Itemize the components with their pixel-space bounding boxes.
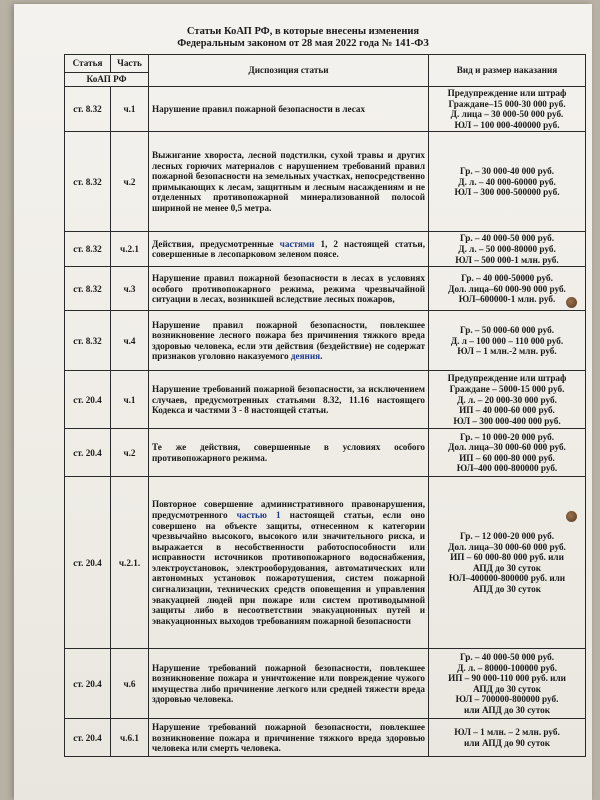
penalty-line: ЮЛ – 700000-800000 руб. bbox=[455, 694, 559, 705]
penalty-line: Гр. – 30 000-40 000 руб. bbox=[459, 165, 555, 176]
cell-penalty bbox=[429, 719, 586, 757]
header-part: Часть bbox=[111, 55, 149, 73]
penalty-line: Дол. лица–60 000-90 000 руб. bbox=[448, 283, 566, 294]
cell-part: ч.1 bbox=[111, 371, 149, 429]
header-article: Статья bbox=[65, 55, 111, 73]
cell-article: ст. 20.4 bbox=[65, 429, 111, 477]
table-row bbox=[65, 87, 586, 132]
penalty-line: ИП – 60 000-80 000 руб. bbox=[459, 452, 555, 463]
disposition-text: деяния bbox=[290, 351, 321, 362]
penalty-line: ЮЛ–600000-1 млн. руб. bbox=[458, 294, 556, 305]
penalty-line: Предупреждение или штраф bbox=[447, 88, 567, 98]
cell-part: ч.2 bbox=[111, 132, 149, 232]
penalty-line: ИП – 90 000-110 000 руб. или bbox=[448, 673, 566, 684]
disposition-text: Нарушение правил пожарной безопасности, повлекшее возникновение лесного пожара без причинения тяжкого вреда здоровью человека, если эти действия (бездействие) не содержат признаков уголовно наказуемого bbox=[152, 319, 425, 362]
penalty-line: ЮЛ–400000-800000 руб. или bbox=[448, 573, 566, 584]
disposition-text: . bbox=[320, 351, 323, 362]
table-row bbox=[65, 477, 586, 649]
cell-disposition bbox=[149, 232, 429, 267]
penalty-line: Д. л. – 80000-100000 руб. bbox=[457, 662, 557, 673]
disposition-text: Нарушение правил пожарной безопасности в лесах bbox=[152, 103, 366, 114]
punch-hole bbox=[566, 297, 577, 308]
cell-article: ст. 20.4 bbox=[65, 649, 111, 719]
table-row bbox=[65, 132, 586, 232]
table-row bbox=[65, 311, 586, 371]
cell-disposition bbox=[149, 429, 429, 477]
cell-penalty bbox=[429, 267, 586, 311]
header-disposition: Диспозиция статьи bbox=[149, 55, 429, 87]
penalty-line: АПД до 30 суток bbox=[472, 562, 542, 573]
cell-disposition bbox=[149, 311, 429, 371]
cell-part: ч.2.1. bbox=[111, 477, 149, 649]
penalty-line: Граждане – 5000-15 000 руб. bbox=[449, 383, 565, 394]
penalty-line: ЮЛ – 100 000-400000 руб. bbox=[454, 119, 560, 130]
punch-hole bbox=[566, 511, 577, 522]
cell-penalty bbox=[429, 87, 586, 132]
penalty-line: Граждане–15 000-30 000 руб. bbox=[448, 98, 566, 109]
cell-penalty bbox=[429, 649, 586, 719]
penalty-line: Д. лица – 30 000-50 000 руб. bbox=[450, 109, 564, 120]
disposition-text: настоящей статьи, если оно совершено на объекте защиты, отнесенном к категории чрезвычайно высокого, высокого или значительного риска, и выражается в несобственности работоспособности или исправности источников противопожарного водоснабжения, электроустановок, электрооборудования, автоматических или автономных установок пожаротушения, систем пожарной сигнализации, технических средств оповещения и управления эвакуацией людей при пожаре или систем противодымной защиты либо в несоответствии эвакуационных путей и эвакуационных выходов требованиям пожарной безопасности bbox=[152, 509, 425, 626]
table-row bbox=[65, 232, 586, 267]
cell-part: ч.4 bbox=[111, 311, 149, 371]
table-row bbox=[65, 649, 586, 719]
cell-disposition bbox=[149, 477, 429, 649]
cell-article: ст. 8.32 bbox=[65, 232, 111, 267]
cell-article: ст. 8.32 bbox=[65, 267, 111, 311]
disposition-text: Нарушение требований пожарной безопасности, за исключением случаев, предусмотренных статьями 8.32, 11.16 настоящего Кодекса и частями 3 - 8 настоящей статьи. bbox=[152, 383, 425, 416]
penalty-line: Д. л – 100 000 – 110 000 руб. bbox=[450, 335, 564, 346]
penalty-line: ЮЛ – 300 000-400 000 руб. bbox=[453, 415, 561, 426]
cell-penalty bbox=[429, 232, 586, 267]
disposition-text: Нарушение требований пожарной безопасности, повлекшее возникновение пожара и причинение тяжкого вреда здоровью человека или смерть человека. bbox=[152, 721, 425, 754]
disposition-text: Выжигание хвороста, лесной подстилки, сухой травы и других лесных горючих материалов с нарушением требований правил пожарной безопасности на земельных участках, непосредственно примыкающих к лесам, защитным и лесным насаждениям и не отделенных противопожарной минерализованной полосой шириной не менее 0,5 метра. bbox=[152, 150, 425, 214]
penalty-line: ЮЛ – 1 млн. – 2 млн. руб. bbox=[454, 727, 560, 738]
penalty-line: ЮЛ – 500 000-1 млн. руб. bbox=[455, 254, 559, 265]
disposition-text: Те же действия, совершенные в условиях особого противопожарного режима. bbox=[152, 442, 425, 463]
penalty-line: Гр. – 10 000-20 000 руб. bbox=[459, 431, 555, 442]
cell-penalty bbox=[429, 429, 586, 477]
cell-disposition bbox=[149, 719, 429, 757]
document-title bbox=[14, 26, 592, 50]
cell-article: ст. 8.32 bbox=[65, 87, 111, 132]
cell-article: ст. 8.32 bbox=[65, 132, 111, 232]
cell-part: ч.2 bbox=[111, 429, 149, 477]
table-row bbox=[65, 719, 586, 757]
penalty-line: ЮЛ – 1 млн.-2 млн. руб. bbox=[457, 346, 557, 357]
amendments-table bbox=[64, 54, 586, 757]
disposition-text: частями bbox=[279, 238, 315, 249]
penalty-line: АПД до 30 суток bbox=[472, 683, 542, 694]
disposition-text: Повторное совершение административного правонарушения, предусмотренного bbox=[152, 499, 425, 520]
penalty-line: Гр. – 40 000-50 000 руб. bbox=[459, 233, 555, 244]
penalty-line: Гр. – 40 000-50 000 руб. bbox=[459, 652, 555, 663]
cell-part: ч.2.1 bbox=[111, 232, 149, 267]
cell-part: ч.1 bbox=[111, 87, 149, 132]
cell-part: ч.6 bbox=[111, 649, 149, 719]
penalty-line: АПД до 30 суток bbox=[472, 584, 542, 595]
penalty-line: ИП – 40 000-60 000 руб. bbox=[459, 405, 555, 416]
title-line-2: Федеральным законом от 28 мая 2022 года № 141-ФЗ bbox=[177, 38, 429, 49]
cell-article: ст. 20.4 bbox=[65, 477, 111, 649]
cell-penalty bbox=[429, 371, 586, 429]
cell-part: ч.3 bbox=[111, 267, 149, 311]
cell-penalty bbox=[429, 477, 586, 649]
penalty-line: Гр. – 40 000-50000 руб. bbox=[461, 272, 553, 283]
penalty-line: Гр. – 50 000-60 000 руб. bbox=[459, 324, 555, 335]
table-row bbox=[65, 371, 586, 429]
penalty-line: или АПД до 30 суток bbox=[463, 705, 551, 716]
cell-article: ст. 20.4 bbox=[65, 371, 111, 429]
cell-disposition bbox=[149, 371, 429, 429]
title-line-1: Статьи КоАП РФ, в которые внесены изменения bbox=[186, 26, 420, 37]
cell-part: ч.6.1 bbox=[111, 719, 149, 757]
cell-article: ст. 20.4 bbox=[65, 719, 111, 757]
document-page bbox=[14, 4, 592, 800]
penalty-line: Д. л. – 40 000-60000 руб. bbox=[458, 176, 556, 187]
penalty-line: ИП – 60 000-80 000 руб. или bbox=[450, 552, 564, 563]
penalty-line: Предупреждение или штраф bbox=[447, 373, 567, 384]
disposition-text: Нарушение правил пожарной безопасности в лесах в условиях особого противопожарного режима, режима чрезвычайной ситуации в лесах, возникшей вследствие лесных пожаров, bbox=[152, 272, 425, 305]
penalty-line: ЮЛ–400 000-800000 руб. bbox=[456, 463, 558, 474]
disposition-text: 1, 2 настоящей статьи, совершенные в лесопарковом зеленом поясе. bbox=[152, 238, 425, 260]
penalty-line: Гр. – 12 000-20 000 руб. bbox=[459, 531, 555, 542]
table-body bbox=[65, 87, 586, 757]
disposition-text: Нарушение требований пожарной безопасности, повлекшее возникновение пожара и уничтожение или повреждение чужого имущества либо причинение легкого или средней тяжести вреда здоровью человека. bbox=[152, 662, 425, 705]
cell-disposition bbox=[149, 87, 429, 132]
penalty-line: Д. л. – 20 000-30 000 руб. bbox=[457, 394, 557, 405]
penalty-line: Дол. лица–30 000-60 000 руб. bbox=[448, 541, 566, 552]
cell-article: ст. 8.32 bbox=[65, 311, 111, 371]
penalty-line: ЮЛ – 300 000-500000 руб. bbox=[454, 187, 560, 198]
disposition-text: Действия, предусмотренные bbox=[152, 238, 280, 249]
header-code: КоАП РФ bbox=[65, 73, 149, 87]
cell-penalty bbox=[429, 132, 586, 232]
table-row bbox=[65, 429, 586, 477]
penalty-line: Дол. лица–30 000-60 000 руб. bbox=[448, 442, 566, 453]
cell-disposition bbox=[149, 267, 429, 311]
penalty-line: Д. л. – 50 000-80000 руб. bbox=[458, 244, 556, 255]
cell-disposition bbox=[149, 132, 429, 232]
penalty-line: или АПД до 90 суток bbox=[463, 737, 551, 748]
header-penalty: Вид и размер наказания bbox=[429, 55, 586, 87]
table-row bbox=[65, 267, 586, 311]
cell-disposition bbox=[149, 649, 429, 719]
cell-penalty bbox=[429, 311, 586, 371]
disposition-text: частью 1 bbox=[236, 509, 281, 520]
